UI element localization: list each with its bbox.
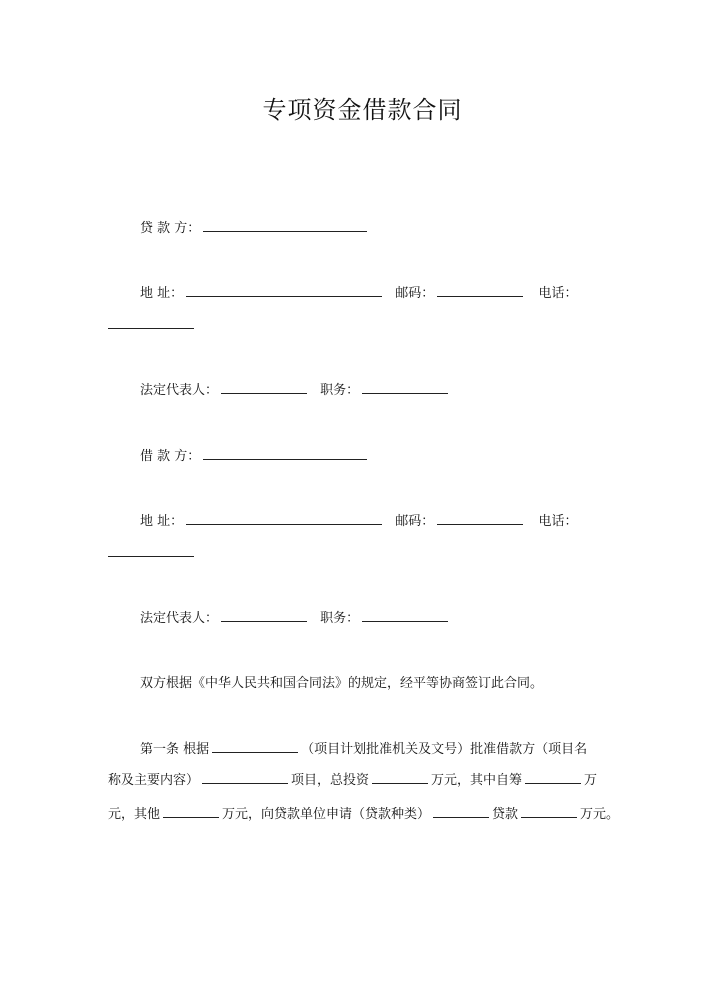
article1-line1 (140, 740, 587, 759)
article1-text: 第一条 根据 (140, 742, 210, 757)
borrower-rep-label: 法定代表人： (140, 611, 219, 626)
lender-rep-field[interactable] (221, 381, 307, 394)
article1-text: 万元，向贷款单位申请（贷款种类） (222, 807, 431, 822)
article1-text: 项目，总投资 (291, 773, 370, 788)
loan-type-field[interactable] (433, 805, 489, 818)
lender-line (140, 219, 370, 238)
borrower-rep-line (140, 609, 451, 628)
lender-label: 贷 款 方： (140, 221, 201, 236)
document-title: 专项资金借款合同 (262, 96, 463, 124)
lender-address-line (140, 284, 577, 303)
lender-phone-line (108, 316, 197, 335)
article1-text: （项目计划批准机关及文号）批准借款方（项目名 (301, 742, 588, 757)
lender-postcode-label: 邮码： (395, 286, 435, 301)
borrower-postcode-label: 邮码： (395, 514, 435, 529)
lender-rep-line (140, 381, 451, 400)
borrower-address-field[interactable] (186, 512, 382, 525)
lender-address-label: 地 址： (140, 286, 184, 301)
loan-amount-field[interactable] (521, 805, 577, 818)
borrower-postcode-field[interactable] (437, 512, 523, 525)
approval-authority-field[interactable] (212, 740, 298, 753)
lender-phone-field[interactable] (108, 316, 194, 329)
article1-text: 贷款 (492, 807, 519, 822)
borrower-address-line (140, 512, 577, 531)
lender-position-field[interactable] (362, 381, 448, 394)
article1-line3 (108, 805, 619, 824)
borrower-phone-label: 电话： (538, 514, 578, 529)
total-investment-field[interactable] (372, 771, 428, 784)
lender-name-field[interactable] (203, 219, 367, 232)
article1-text: 称及主要内容） (108, 773, 200, 788)
borrower-phone-field[interactable] (108, 544, 194, 557)
borrower-name-field[interactable] (203, 447, 367, 460)
borrower-position-label: 职务： (320, 611, 360, 626)
article1-line2 (108, 771, 597, 790)
borrower-address-label: 地 址： (140, 514, 184, 529)
borrower-position-field[interactable] (362, 609, 448, 622)
lender-address-field[interactable] (186, 284, 382, 297)
article1-text: 元，其他 (108, 807, 161, 822)
article1-text: 万元，其中自筹 (431, 773, 523, 788)
lender-rep-label: 法定代表人： (140, 383, 219, 398)
preamble-text: 双方根据《中华人民共和国合同法》的规定，经平等协商签订此合同。 (140, 676, 544, 691)
project-name-field[interactable] (202, 771, 288, 784)
borrower-line (140, 447, 370, 466)
lender-postcode-field[interactable] (437, 284, 523, 297)
other-funds-field[interactable] (163, 805, 219, 818)
lender-phone-label: 电话： (538, 286, 578, 301)
article1-text: 万元。 (580, 807, 620, 822)
borrower-phone-line (108, 544, 197, 563)
lender-position-label: 职务： (320, 383, 360, 398)
self-raised-field[interactable] (525, 771, 581, 784)
borrower-rep-field[interactable] (221, 609, 307, 622)
borrower-label: 借 款 方： (140, 449, 201, 464)
article1-text: 万 (584, 773, 598, 788)
